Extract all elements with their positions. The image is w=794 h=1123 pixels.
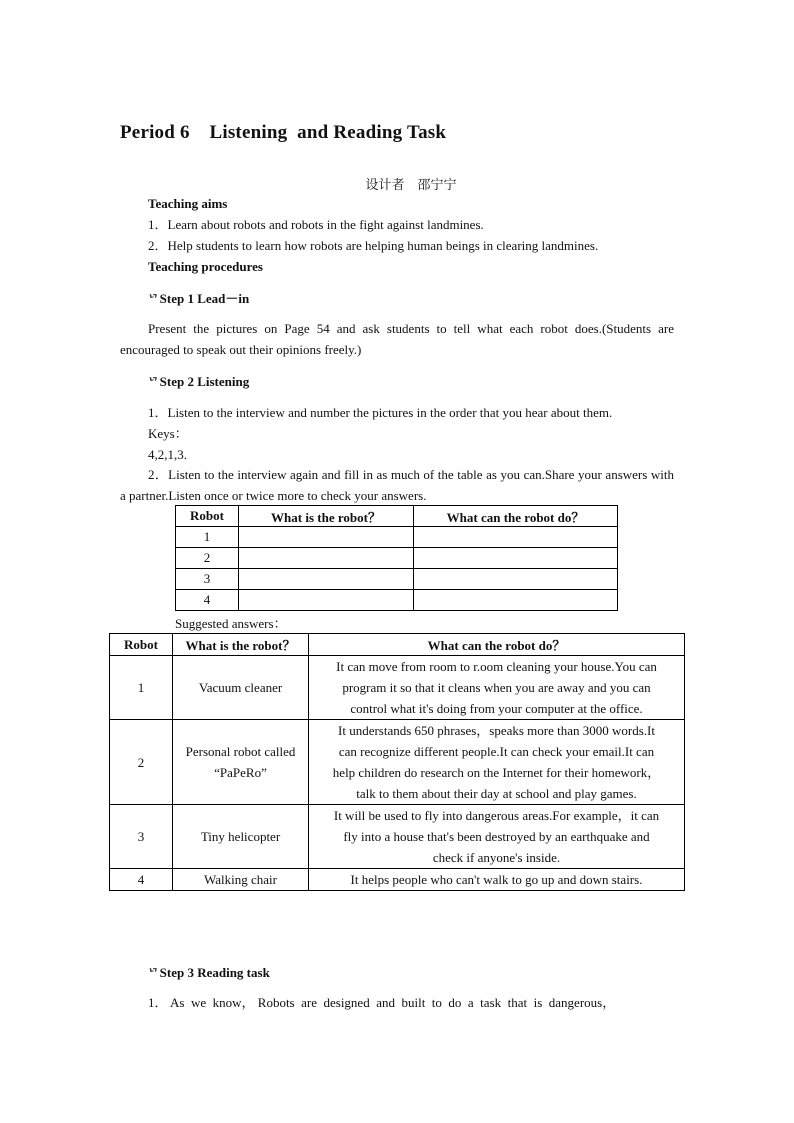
ability-line: talk to them about their day at school and play games. — [356, 786, 637, 801]
keys-label: Keys： — [148, 426, 188, 441]
table-header-row — [110, 634, 685, 656]
step3-heading — [148, 962, 270, 985]
teaching-aims-heading: Teaching aims — [148, 196, 228, 211]
robot-name-line: Personal robot called — [185, 744, 296, 759]
blank-cell[interactable] — [414, 548, 618, 569]
ability-line: It can move from room to r.oom cleaning your house.You can — [336, 659, 657, 674]
table-row — [176, 590, 618, 611]
blank-cell[interactable] — [239, 590, 414, 611]
step2-heading — [148, 371, 249, 394]
robot-ability — [309, 720, 685, 805]
robot-name: Vacuum cleaner — [173, 656, 309, 720]
step3-heading-text: Step 3 Reading task — [159, 965, 270, 980]
robot-ability — [309, 805, 685, 869]
suggested-answers-label: Suggested answers： — [175, 616, 287, 631]
column-header: What is the robot？ — [173, 634, 309, 656]
step1-heading — [148, 288, 249, 311]
table-row — [176, 527, 618, 548]
column-header: Robot — [176, 506, 239, 527]
step2-item-1: 1．Listen to the interview and number the pictures in the order that you hear about them. — [148, 405, 613, 420]
table-row — [176, 548, 618, 569]
step1-heading-text: Step 1 Lead－in — [159, 291, 250, 306]
step-marker-icon: ᄓ — [148, 377, 159, 389]
row-number: 3 — [176, 569, 239, 590]
step-marker-icon: ᄓ — [148, 968, 159, 980]
robot-number: 1 — [110, 656, 173, 720]
ability-line: can recognize different people.It can check your email.It can — [338, 744, 655, 759]
ability-line: fly into a house that's been destroyed by an earthquake and — [343, 829, 650, 844]
ability-line: program it so that it cleans when you are away and you can — [342, 680, 651, 695]
step2-item-2: 2．Listen to the interview again and fill in as much of the table as you can.Share your answers with a partner.Listen once or twice more to check your answers. — [120, 467, 674, 503]
blank-answer-table — [175, 505, 618, 611]
ability-line: help children do research on the Internet for their homework， — [332, 765, 661, 780]
blank-cell[interactable] — [414, 527, 618, 548]
column-header: Robot — [110, 634, 173, 656]
teaching-procedures-heading: Teaching procedures — [148, 259, 263, 274]
robot-number: 4 — [110, 869, 173, 891]
page-title: Period 6 Listening and Reading Task — [120, 122, 447, 143]
robot-ability — [309, 656, 685, 720]
step3-item-1: 1． As we know， Robots are designed and built to do a task that is dangerous， — [148, 995, 616, 1010]
table-row — [110, 805, 685, 869]
robot-name: Tiny helicopter — [173, 805, 309, 869]
step1-text: Present the pictures on Page 54 and ask students to tell what each robot does.(Students are encouraged to speak out their opinions freely.) — [120, 321, 674, 357]
answers-table — [109, 633, 685, 891]
table-row — [110, 869, 685, 891]
column-header: What can the robot do？ — [309, 634, 685, 656]
robot-name-line: “PaPeRo” — [214, 765, 267, 780]
table-row — [176, 569, 618, 590]
column-header: What is the robot？ — [239, 506, 414, 527]
table-header-row — [176, 506, 618, 527]
aim-item-1: 1．Learn about robots and robots in the fight against landmines. — [148, 217, 484, 232]
blank-cell[interactable] — [414, 590, 618, 611]
robot-ability — [309, 869, 685, 891]
robot-name — [173, 720, 309, 805]
row-number: 1 — [176, 527, 239, 548]
ability-line: It helps people who can't walk to go up and down stairs. — [350, 872, 643, 887]
row-number: 2 — [176, 548, 239, 569]
step2-heading-text: Step 2 Listening — [159, 374, 250, 389]
robot-name: Walking chair — [173, 869, 309, 891]
table-row — [110, 720, 685, 805]
ability-line: It will be used to fly into dangerous areas.For example，it can — [333, 808, 660, 823]
ability-line: control what it's doing from your computer at the office. — [350, 701, 643, 716]
robot-number: 3 — [110, 805, 173, 869]
column-header: What can the robot do？ — [414, 506, 618, 527]
keys-value: 4,2,1,3. — [148, 447, 187, 462]
table-row — [110, 656, 685, 720]
step-marker-icon: ᄓ — [148, 294, 159, 306]
blank-cell[interactable] — [239, 548, 414, 569]
row-number: 4 — [176, 590, 239, 611]
designer-line: 设计者 邵宁宁 — [365, 177, 457, 192]
blank-cell[interactable] — [239, 527, 414, 548]
blank-cell[interactable] — [414, 569, 618, 590]
ability-line: It understands 650 phrases，speaks more than 3000 words.It — [338, 723, 655, 738]
robot-number: 2 — [110, 720, 173, 805]
ability-line: check if anyone's inside. — [432, 850, 561, 865]
aim-item-2: 2．Help students to learn how robots are helping human beings in clearing landmines. — [148, 238, 599, 253]
blank-cell[interactable] — [239, 569, 414, 590]
